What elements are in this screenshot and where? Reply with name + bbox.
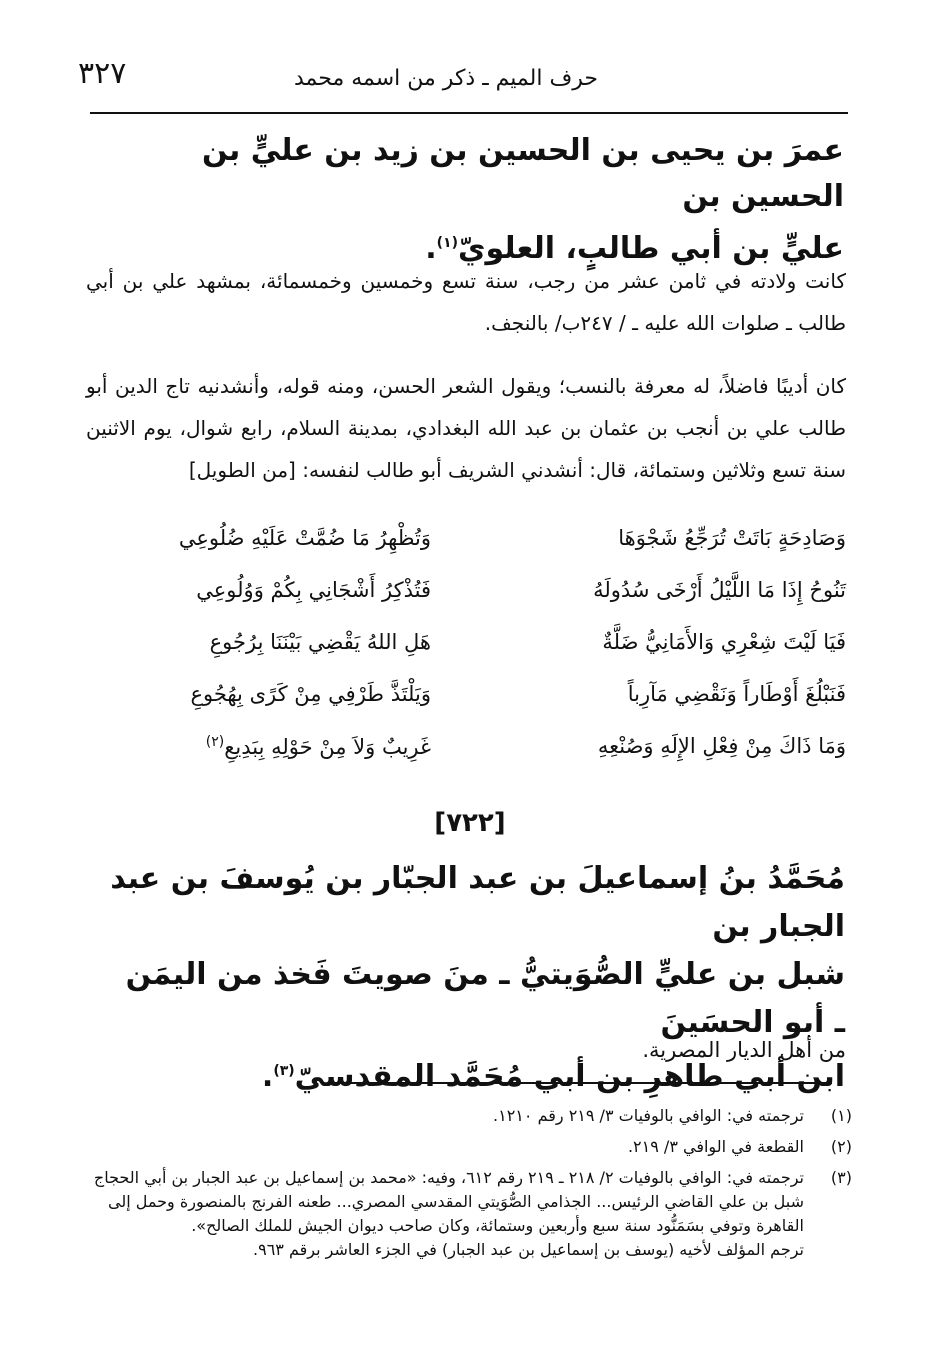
- verse-second-hemistich: هَلِ اللهُ يَقْضِي بَيْنَنَا بِرُجُوعِ: [209, 630, 431, 654]
- verse-second-hemistich: فَتُذْكِرُ أَشْجَانِي بِكُمْ وَوُلُوعِي: [196, 578, 431, 602]
- verse-first-hemistich: فَنَبْلُغَ أَوْطَاراً وَنَقْضِي مَآرِباً: [627, 682, 846, 706]
- entry-title-line: شبل بن عليٍّ الصُّوَيتيُّ ـ منَ صويتَ فَخذ من اليمَن ـ أبو الحسَينَ: [125, 957, 845, 1040]
- page-number: ٣٢٧: [78, 56, 127, 91]
- verse-first-hemistich: وَمَا ذَاكَ مِنْ فِعْلِ الإِلَهِ وَصُنْعِهِ: [597, 734, 846, 758]
- verse-second-hemistich: وَتُظْهِرُ مَا ضُمَّتْ عَلَيْهِ ضُلُوعِي: [178, 526, 431, 550]
- footnote-number: (١): [830, 1106, 852, 1125]
- birth-paragraph: كانت ولادته في ثامن عشر من رجب، سنة تسع وخمسين وخمسمائة، بمشهد علي بن أبي طالب ـ صلوات الله عليه ـ / ٢٤٧ب/ بالنجف.: [86, 269, 846, 335]
- biography-paragraph: كان أديبًا فاضلاً، له معرفة بالنسب؛ ويقول الشعر الحسن، ومنه قوله، وأنشدنيه تاج الدين أبو طالب علي بن أنجب بن عثمان بن عبد الله البغدادي، بمدينة السلام، رابع شوال، يوم الاثنين سنة تسع وثلاثين وستمائة، قال: أنشدني الشريف أبو طالب لنفسه: [من الطويل]: [86, 374, 846, 482]
- verse-first-hemistich: فَيَا لَيْتَ شِعْرِي وَالأَمَانِيُّ ضَلَّةٌ: [602, 630, 846, 654]
- footnote: [82, 1104, 852, 1128]
- poem-verse: [86, 630, 846, 682]
- verse-text: غَرِيبٌ وَلاَ مِنْ حَوْلِهِ بِبَدِيعِ: [224, 735, 431, 759]
- poem: [86, 526, 846, 786]
- verse-first-hemistich: وَصَادِحَةٍ بَاتَتْ تُرَجِّعُ شَجْوَهَا: [618, 526, 846, 550]
- entry-title-omar: عمرَ بن يحيى بن الحسين بن زيد بن عليٍّ بن الحسين بن عليٍّ بن أبي طالبٍ، العلويّ$^{(١)}$.: [124, 128, 844, 272]
- footnote-marker: (١): [436, 235, 458, 251]
- footnote-divider: [330, 1082, 832, 1084]
- footnote: [82, 1135, 852, 1159]
- footnote-number: (٣): [830, 1168, 852, 1187]
- entry-number: [٧٢٢]: [434, 808, 506, 838]
- footnote-marker: (٢): [205, 734, 225, 750]
- poem-verse: [86, 734, 846, 786]
- entry-title-muhammad: مُحَمَّدُ بنُ إسماعيلَ بن عبد الجبّار بن يُوسفَ بن عبد الجبار بن شبل بن عليٍّ الصُّوَيتيُّ ـ منَ صويتَ فَخذ من اليمَن ـ أبو الحسَينَ ابن أبي طاهرِ بن أبي مُحَمَّد المقدسيّ$^{(٣)}$.: [105, 855, 845, 1101]
- header-divider: [90, 112, 848, 114]
- origin-paragraph: من أهل الديار المصرية.: [642, 1038, 846, 1062]
- verse-second-hemistich: [86, 734, 431, 759]
- verse-second-hemistich: وَيَلْتَذَّ طَرْفِي مِنْ كَرًى بِهُجُوعِ: [190, 682, 431, 706]
- entry-title-line: ابن أبي طاهرِ بن أبي مُحَمَّد المقدسيّ: [294, 1059, 845, 1094]
- running-title: حرف الميم ـ ذكر من اسمه محمد: [293, 66, 598, 91]
- poem-verse: [86, 682, 846, 734]
- footnote: [82, 1166, 852, 1262]
- footnote-subtext: ترجم المؤلف لأخيه (يوسف بن إسماعيل بن عبد الجبار) في الجزء العاشر برقم ٩٦٣.: [253, 1240, 804, 1259]
- footnote-text: ترجمته في: الوافي بالوفيات ٢/ ٢١٨ ـ ٢١٩ رقم ٦١٢، وفيه: «محمد بن إسماعيل بن عبد الجبار بن أبي الحجاج شبل بن علي القاضي الرئيس... الجذامي الصُّوَيتي المقدسي المصري... طعنه الفرنج بالمنصورة وحمل إلى القاهرة وتوفي بسَمَنُّود سنة سبع وأربعين وستمائة، وكان صاحب ديوان الجيش للملك الصالح».: [93, 1168, 804, 1235]
- footnote-number: (٢): [830, 1137, 852, 1156]
- poem-verse: [86, 578, 846, 630]
- entry-title-line: عمرَ بن يحيى بن الحسين بن زيد بن عليٍّ بن الحسين بن: [202, 133, 844, 214]
- poem-verse: [86, 526, 846, 578]
- entry-title-line: مُحَمَّدُ بنُ إسماعيلَ بن عبد الجبّار بن يُوسفَ بن عبد الجبار بن: [110, 861, 845, 944]
- entry-title-line: عليٍّ بن أبي طالبٍ، العلويّ: [457, 231, 844, 266]
- verse-first-hemistich: تَنُوحُ إِذَا مَا اللَّيْلُ أَرْخَى سُدُولَهُ: [593, 578, 846, 602]
- footnote-text: ترجمته في: الوافي بالوفيات ٣/ ٢١٩ رقم ١٢١٠.: [493, 1106, 804, 1125]
- footnotes: [82, 1104, 852, 1269]
- page-header: [78, 56, 858, 104]
- footnote-text: القطعة في الوافي ٣/ ٢١٩.: [627, 1137, 804, 1156]
- footnote-marker: (٣): [273, 1063, 295, 1079]
